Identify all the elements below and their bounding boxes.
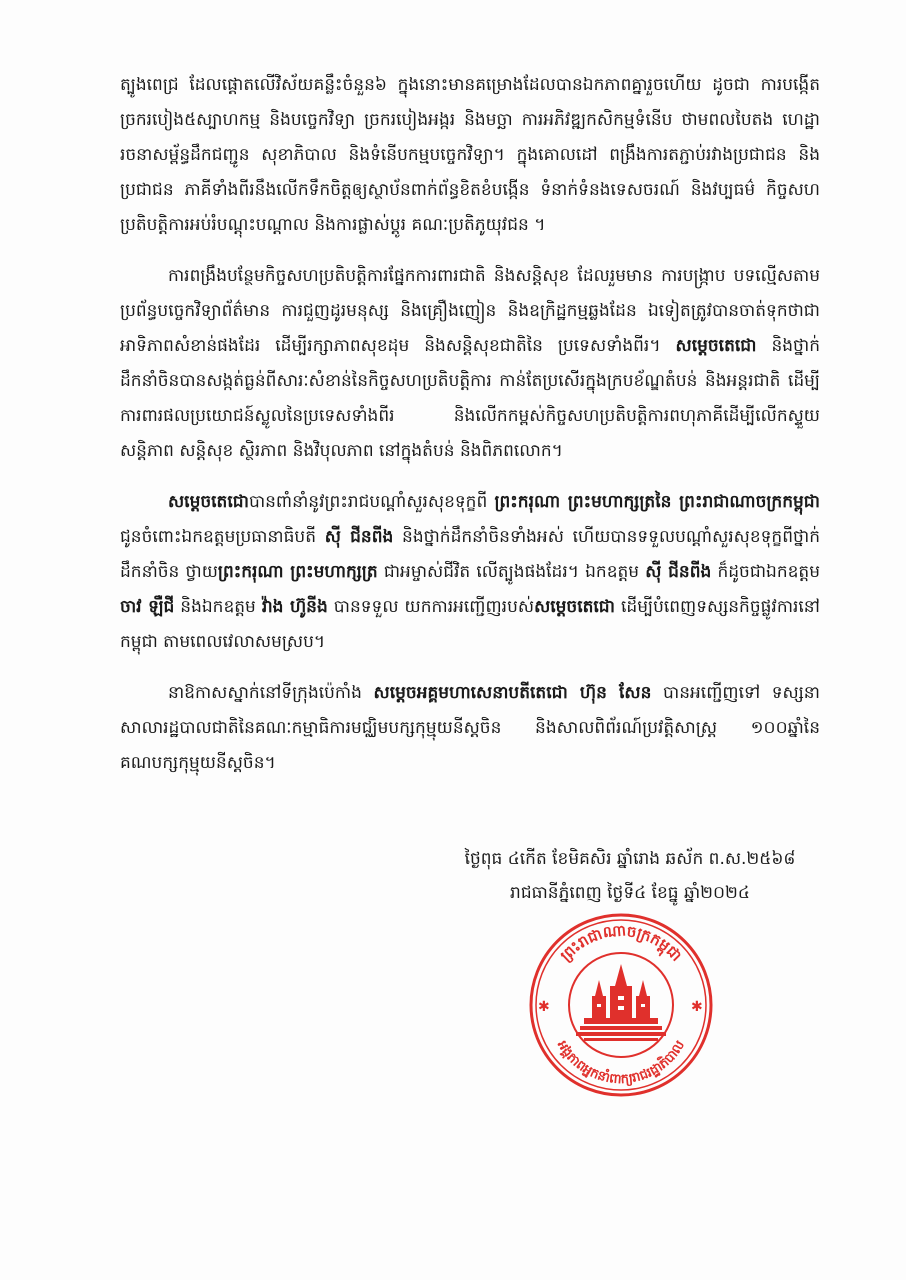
paragraph-text: បានពាំនាំនូវព្រះរាជបណ្តាំសួរសុខទុក្ខពី: [248, 492, 495, 512]
paragraph-4: [120, 676, 820, 781]
svg-text:✱: ✱: [691, 999, 703, 1015]
bold-name: ស៊ី ជីនពីង: [645, 562, 712, 582]
paragraph-2: [120, 259, 820, 469]
bold-name: វ៉ាង ហ៊ូនីង: [261, 597, 328, 617]
paragraph-text: ដើម្បីបំពេញទស្សនកិច្ចផ្លូវការនៅកម្ពុជា តាមពេលវេលាសមស្រប។: [120, 597, 820, 652]
paragraph-text: និងថ្នាក់ដឹកនាំចិនទាំងអស់ ហើយបានទទួលបណ្តាំសួរសុខទុក្ខពីថ្នាក់ដឹកនាំចិន ថ្វាយ: [120, 527, 820, 582]
paragraph-text: ត្បូងពេជ្រ ដែលផ្តោតលើវិស័យគន្លឹះចំនួន៦ ក្នុងនោះមានគម្រោងដែលបានឯកភាពគ្នារួចហើយ ដូចជា ការបង្កើតច្រករបៀង៥ស្បាហកម្ម និងបច្ចេកវិទ្យា ច្រករបៀងអង្ករ និងមច្ឆា ការអភិវឌ្ឍកសិកម្មទំនើប ថាមពលបៃតង ហេដ្ឋារចនាសម្ព័ន្ធដឹកជញ្ជូន សុខាភិបាល និងទំនើបកម្មបច្ចេកវិទ្យា។ ក្នុងគោលដៅ ពង្រឹងការតភ្ជាប់រវាងប្រជាជន និងប្រជាជន ភាគីទាំងពីរនឹងលើកទឹកចិត្តឲ្យស្ថាប័នពាក់ព័ន្ធខិតខំបង្កើន ទំនាក់ទំនងទេសចរណ៍ និងវប្បធម៌ កិច្ចសហប្រតិបត្តិការអប់រំបណ្តុះបណ្តាល និងការផ្លាស់ប្តូរ គណៈប្រតិភូយុវជន ។: [120, 75, 820, 235]
paragraph-text: នាឱកាសស្នាក់នៅទីក្រុងប៉េកាំង: [168, 683, 374, 703]
lunar-date: ថ្ងៃពុធ ៤កើត ខែមិគសិរ ឆ្នាំរោង ឆស័ក ព.ស.២៥៦៨: [464, 849, 796, 869]
place-date: រាជធានីភ្នំពេញ ថ្ងៃទី៤ ខែធ្នូ ឆ្នាំ២០២៤: [510, 883, 750, 903]
body-text: [120, 68, 820, 797]
bold-name: ព្រះករុណា ព្រះមហាក្សត្រ: [217, 562, 378, 582]
paragraph-text: ការពង្រឹងបន្ថែមកិច្ចសហប្រតិបត្តិការផ្នែកការពារជាតិ និងសន្តិសុខ ដែលរួមមាន ការបង្ក្រាប បទល្មើសតាមប្រព័ន្ធបច្ចេកវិទ្យាព័ត៌មាន ការជួញដូរមនុស្ស និងគ្រឿងញៀន និងឧក្រិដ្ឋកម្មឆ្លងដែន ឯទៀតត្រូវបានចាត់ទុកថាជាអាទិភាពសំខាន់ផងដែរ ដើម្បីរក្សាភាពសុខដុម និងសន្តិសុខជាតិនៃ ប្រទេសទាំងពីរ។: [120, 266, 820, 356]
bold-name: សម្តេចតេជោ: [168, 492, 249, 512]
paragraph-text: និងឯកឧត្តម: [174, 597, 262, 617]
bold-name: សម្តេចតេជោ: [675, 336, 757, 356]
bold-name: សម្តេចអគ្គមហាសេនាបតីតេជោ ហ៊ុន សែន: [373, 683, 652, 703]
seal-top-text: ព្រះរាជាណាចក្រកម្ពុជា: [556, 921, 686, 965]
official-seal: [528, 912, 714, 1098]
angkor-wat-icon: [576, 964, 666, 1041]
seal-bottom-text: អង្គភាពអ្នកនាំពាក្យរាជរដ្ឋាភិបាល: [553, 1038, 689, 1088]
paragraph-1: [120, 68, 820, 243]
paragraph-text: ជាអម្ចាស់ជីវិត លើត្បូងផងដែរ។ ឯកឧត្តម: [377, 562, 646, 582]
paragraph-text: ជូនចំពោះឯកឧត្តមប្រធានាធិបតី: [120, 527, 325, 547]
paragraph-text: បានអញ្ជើញទៅ ទស្សនាសាលារដ្ឋបាលជាតិនៃគណៈកម្មាធិការមជ្ឈិមបក្សកុម្មុយនីស្តចិន និងសាលពិព័រណ៍ប្រវត្តិសាស្ត្រ ១០០ឆ្នាំនៃគណបក្សកុម្មុយនីស្តចិន។: [120, 683, 820, 773]
svg-text:អង្គភាពអ្នកនាំពាក្យរាជរដ្ឋាភិប: [553, 1037, 688, 1087]
paragraph-text: បានទទួល យកការអញ្ជើញរបស់: [327, 597, 535, 617]
paragraph-text: និងថ្នាក់ដឹកនាំចិនបានសង្កត់ធ្ងន់ពីសារៈសំខាន់នៃកិច្ចសហប្រតិបត្តិការ កាន់តែប្រសើរក្នុងក្របខ័ណ្ឌតំបន់ និងអន្តរជាតិ ដើម្បីការពារផលប្រយោជន៍ស្លូលនៃប្រទេសទាំងពីរ និងលើកកម្ពស់កិច្ចសហប្រតិបត្តិការពហុភាគីដើម្បីលើកស្ទួយសន្តិភាព សន្តិសុខ ស្ថិរភាព និងវិបុលភាព នៅក្នុងតំបន់ និងពិភពលោក។: [120, 336, 821, 461]
date-block: [430, 842, 830, 910]
bold-name: សម្តេចតេជោ: [534, 597, 615, 617]
paragraph-3: [120, 485, 820, 660]
bold-name: ព្រះករុណា ព្រះមហាក្សត្រនៃ ព្រះរាជាណាចក្រកម្ពុជា: [494, 492, 820, 512]
bold-name: ចាវ ឡឺជី: [120, 597, 175, 617]
bold-name: ស៊ី ជីនពីង: [324, 527, 394, 547]
paragraph-text: ក៏ដូចជាឯកឧត្តម: [711, 562, 820, 582]
svg-text:✱: ✱: [538, 999, 550, 1015]
